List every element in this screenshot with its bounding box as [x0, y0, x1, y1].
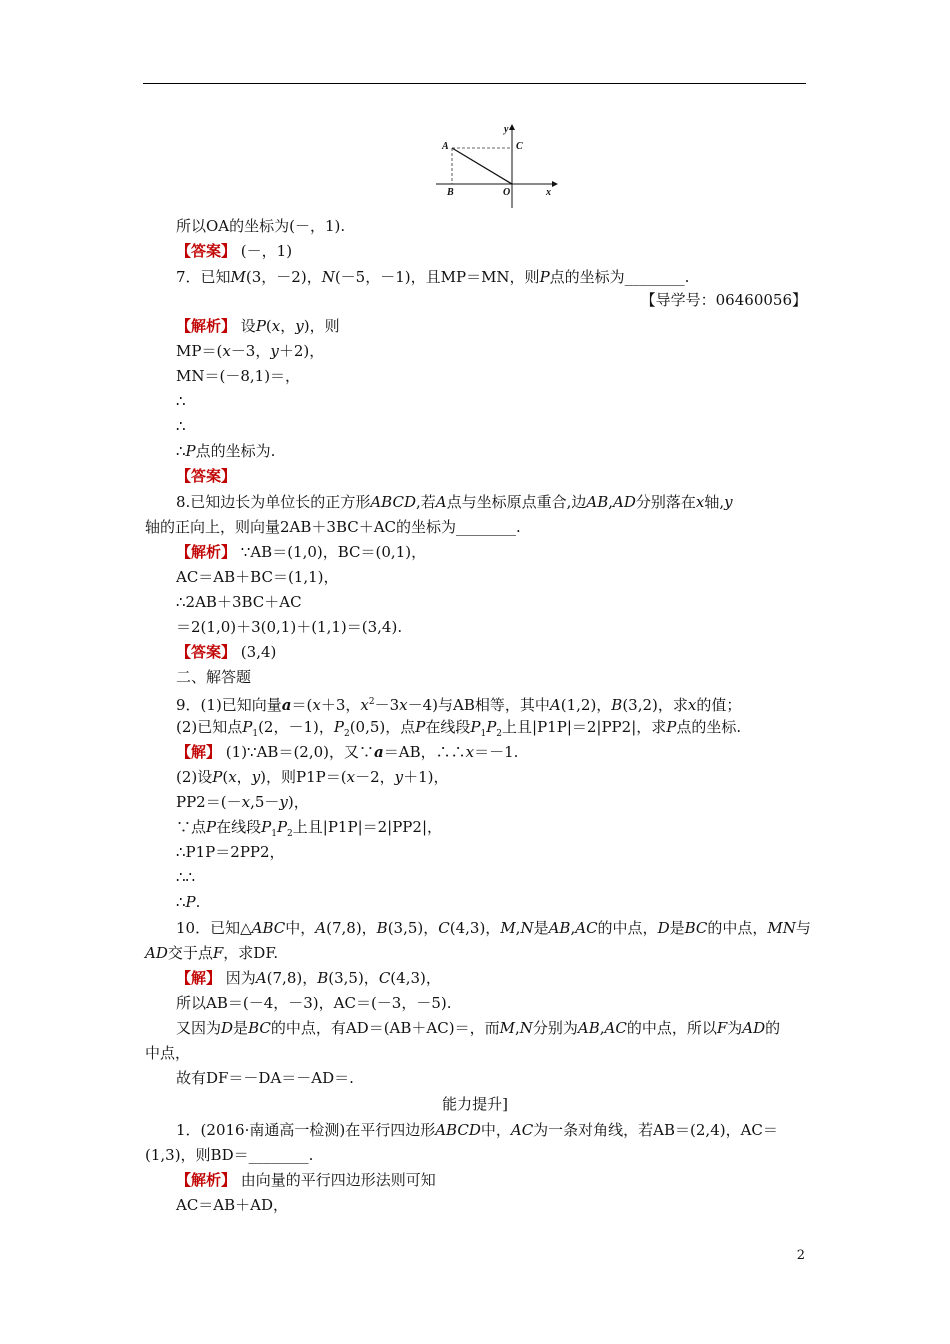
question-1: 1．(2016·南通高一检测)在平行四边形ABCD中，AC为一条对角线，若AB＝(2,4)，AC＝ — [176, 1121, 778, 1139]
text-line: ∴ — [176, 392, 186, 410]
text-line: (2)设P(x，y)，则P1P＝(x－2，y＋1)， — [176, 768, 449, 786]
analysis-line: 【解析】 ∵AB＝(1,0)，BC＝(0,1)， — [176, 543, 427, 561]
header-rule — [143, 83, 806, 84]
page-number: 2 — [796, 1248, 805, 1263]
text-line: AC＝AB＋AD， — [176, 1196, 289, 1214]
fig-label-o: O — [503, 187, 511, 198]
text-line: MP＝(x－3，y＋2)， — [176, 342, 325, 360]
text-line: ∴P点的坐标为. — [176, 442, 276, 460]
text-line: ∴P. — [176, 893, 201, 911]
answer-line: 【答案】 (3,4) — [176, 643, 277, 661]
fig-label-b: B — [447, 187, 454, 198]
coordinate-figure — [430, 120, 560, 212]
text-line: 故有DF＝－DA＝－AD＝. — [176, 1069, 354, 1087]
text-line: MN＝(－8,1)＝， — [176, 367, 301, 385]
text-line: ∴2AB＋3BC＋AC — [176, 593, 302, 611]
analysis-line: 【解析】 设P(x，y)，则 — [176, 317, 340, 335]
text-line: 又因为D是BC的中点，有AD＝(AB＋AC)＝，而M,N分别为AB,AC的中点，所以F为AD的 — [176, 1019, 781, 1037]
section-heading: 二、解答题 — [176, 668, 252, 686]
text-line: 所以AB＝(－4，－3)，AC＝(－3，－5). — [176, 994, 452, 1012]
question-8: 8.已知边长为单位长的正方形ABCD,若A点与坐标原点重合,边AB,AD分别落在x轴,y — [176, 493, 733, 511]
text-line: ∵点P在线段$P_1P_2$上且|P1P|＝2|PP2|， — [176, 818, 442, 839]
guide-number: 【导学号：06460056】 — [640, 291, 807, 309]
text-line: AC＝AB＋BC＝(1,1)， — [176, 568, 339, 586]
solution-line: 【解】 (1)∵AB＝(2,0)，又∵a＝AB，∴∴x＝－1. — [176, 743, 519, 761]
text-line: 轴的正向上，则向量2AB＋3BC＋AC的坐标为________. — [145, 518, 521, 536]
fig-label-y: y — [504, 124, 509, 135]
question-9: 9．(1)已知向量a＝(x＋3，$x^2-3x-4$)与AB相等，其中A(1,2)，B(3,2)，求x的值； — [176, 696, 742, 714]
fig-label-x: x — [546, 187, 551, 198]
text-line: ∴ — [176, 417, 186, 435]
fig-label-c: C — [516, 141, 523, 152]
question-7: 7．已知M(3，－2)，N(－5，－1)，且MP＝MN，则P点的坐标为________. — [176, 268, 690, 286]
answer-line: 【答案】 (－，1) — [176, 242, 293, 260]
text-line: 中点， — [145, 1044, 191, 1062]
text-line: AD交于点F，求DF. — [145, 944, 279, 962]
answer-line: 【答案】 — [176, 467, 237, 485]
fig-label-a: A — [442, 141, 449, 152]
text-line: ＝2(1,0)＋3(0,1)＋(1,1)＝(3,4). — [176, 618, 403, 636]
text-line: (1,3)，则BD＝________. — [145, 1146, 314, 1164]
text-line: 所以OA的坐标为(－，1). — [176, 217, 346, 235]
text-line: (2)已知点$P_1(2$，－1)，$P_2(0,5)$，点P在线段$P_1P_2$上且|P1P|＝2|PP2|，求P点的坐标. — [176, 718, 742, 739]
text-line: ∴P1P＝2PP2， — [176, 843, 285, 861]
solution-line: 【解】 因为A(7,8)，B(3,5)，C(4,3)， — [176, 969, 441, 987]
text-line: PP2＝(－x,5－y)， — [176, 793, 309, 811]
section-heading: 能力提升] — [442, 1095, 508, 1113]
question-10: 10．已知△ABC中，A(7,8)，B(3,5)，C(4,3)，M,N是AB,AC的中点，D是BC的中点，MN与 — [176, 919, 811, 937]
analysis-line: 【解析】 由向量的平行四边形法则可知 — [176, 1171, 436, 1189]
text-line: ∴∴ — [176, 868, 196, 886]
